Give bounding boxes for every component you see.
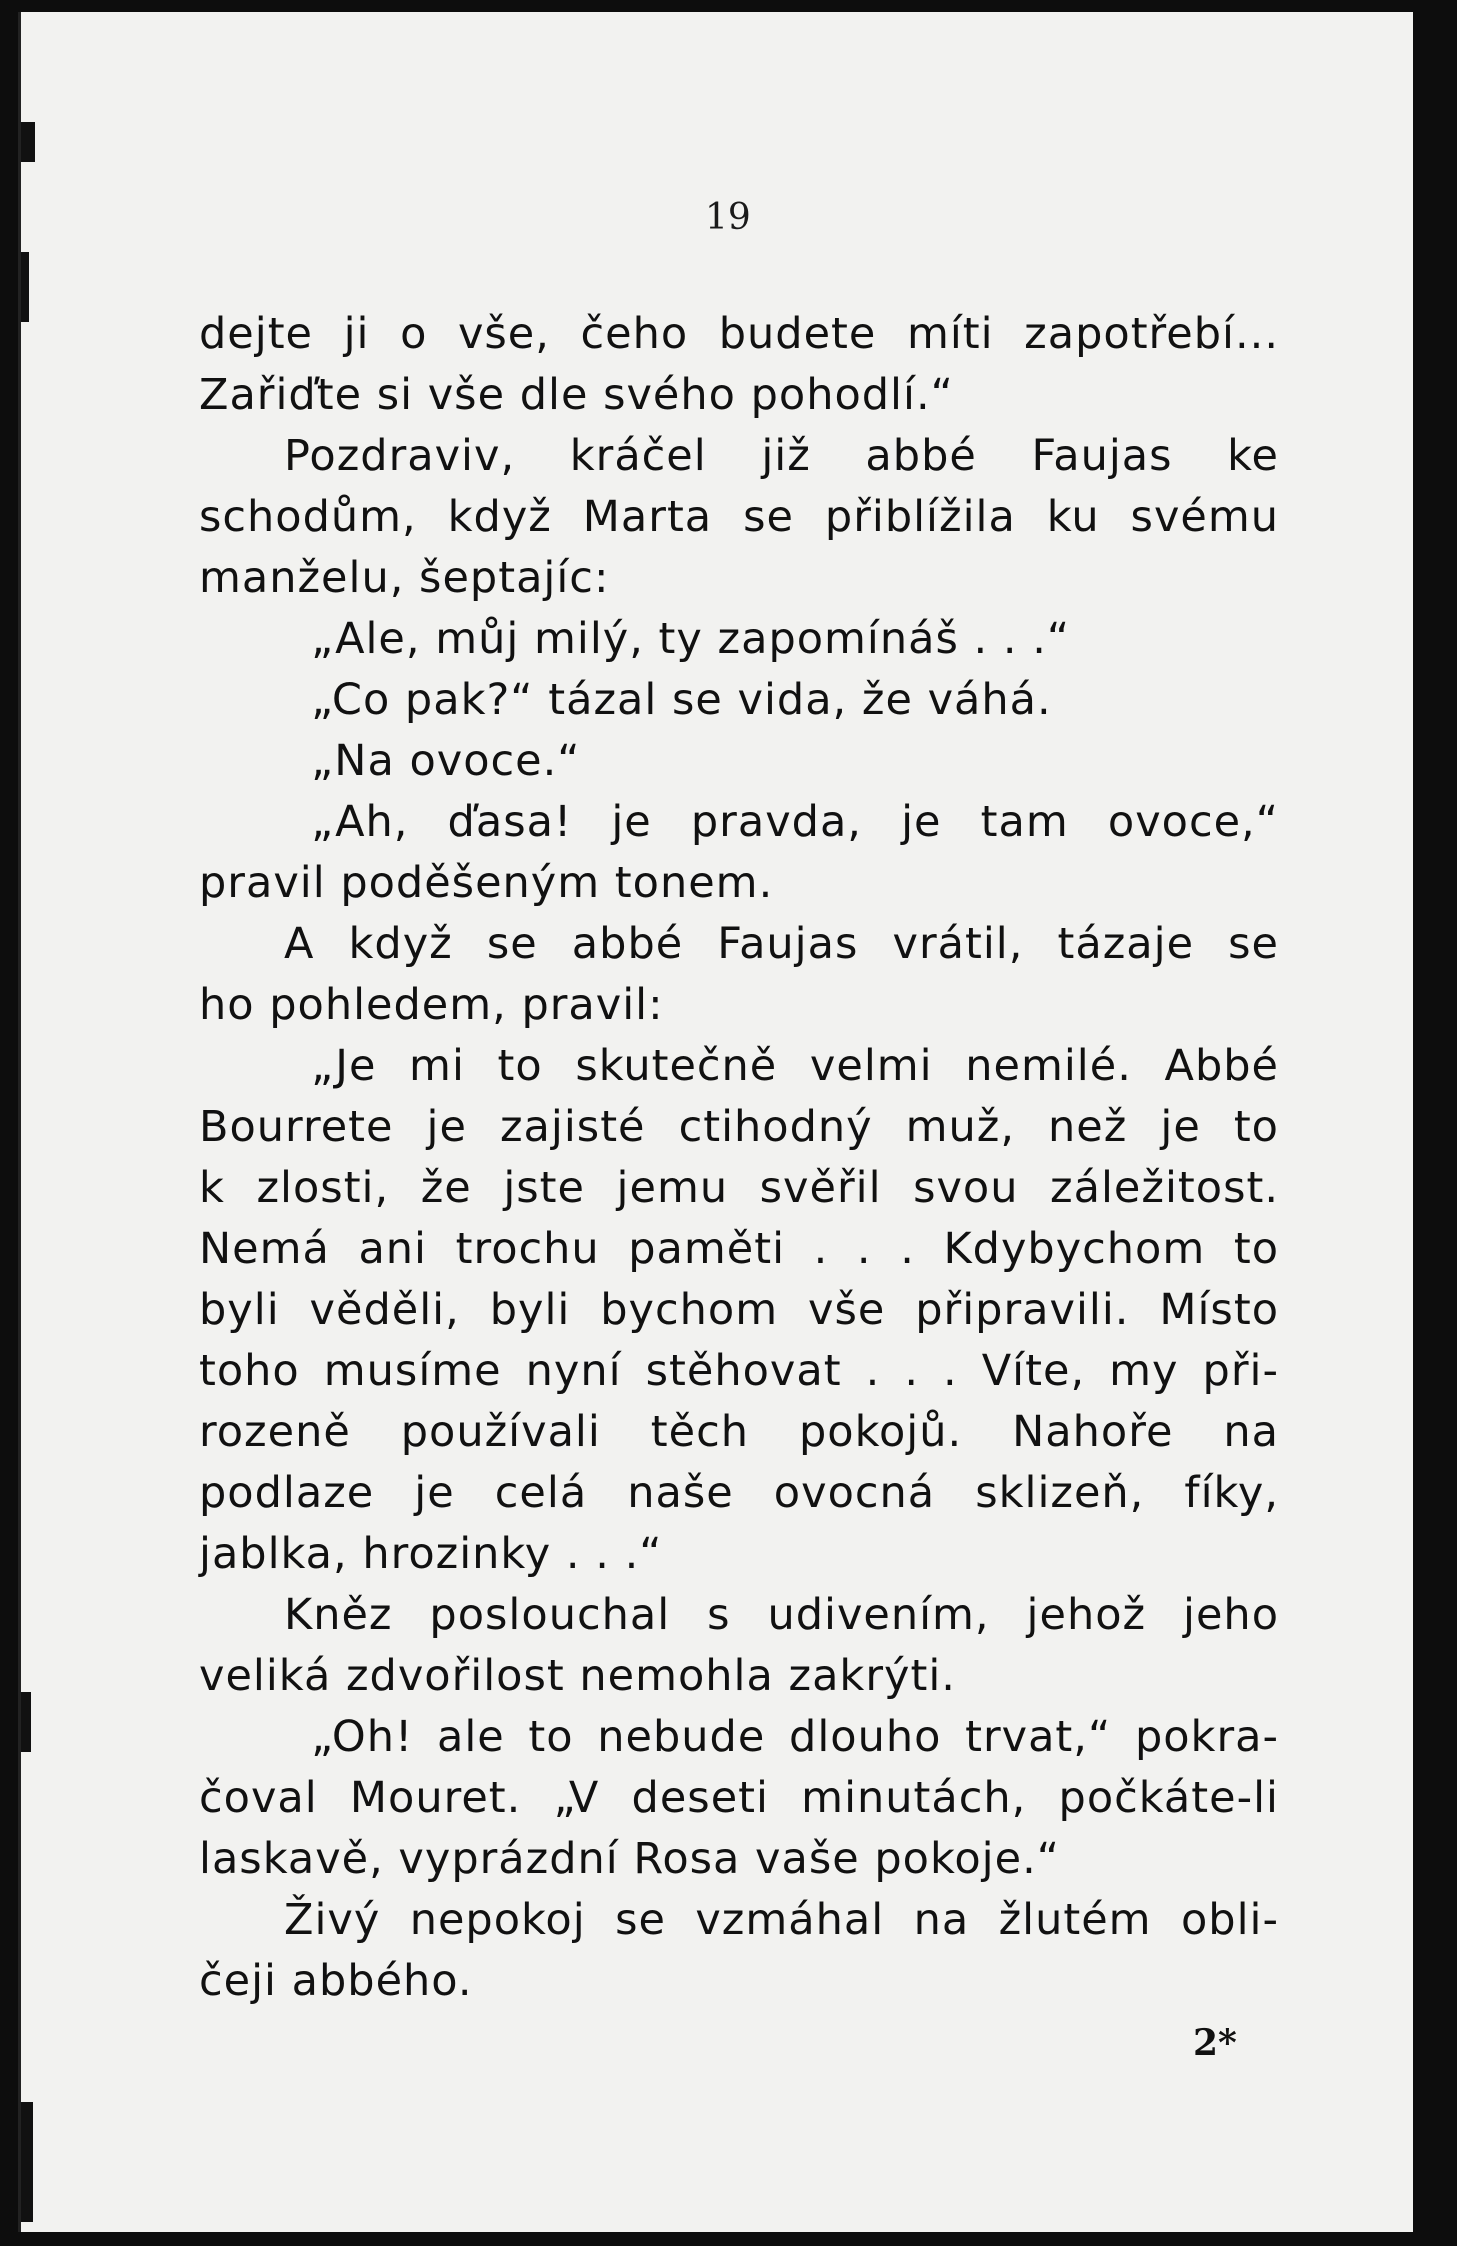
text-line: „Co pak?“ tázal se vida, že váhá.	[311, 675, 1052, 725]
text-line: „Na ovoce.“	[311, 736, 581, 786]
text-line: laskavě, vyprázdní Rosa vaše pokoje.“	[199, 1834, 1061, 1884]
spine-mark	[21, 1692, 31, 1752]
body-text	[199, 304, 1279, 2012]
text-line: manželu, šeptajíc:	[199, 553, 610, 603]
text-line: Nemá ani trochu paměti . . . Kdybychom to	[199, 1224, 1279, 1274]
text-line: Bourrete je zajisté ctihodný muž, než je to	[199, 1102, 1279, 1152]
page-number: 19	[705, 197, 751, 238]
text-line: čeji abbého.	[199, 1956, 473, 2006]
text-line: pravil poděšeným tonem.	[199, 858, 774, 908]
text-line: dejte ji o vše, čeho budete míti zapotřebí...	[199, 309, 1279, 359]
text-line: Pozdraviv, kráčel již abbé Faujas ke	[284, 431, 1279, 481]
text-line: podlaze je celá naše ovocná sklizeň, fíky,	[199, 1468, 1279, 1518]
text-line: veliká zdvořilost nemohla zakrýti.	[199, 1651, 956, 1701]
text-line: ho pohledem, pravil:	[199, 980, 664, 1030]
text-line: byli věděli, byli bychom vše připravili. Místo	[199, 1285, 1279, 1335]
text-line: k zlosti, že jste jemu svěřil svou záležitost.	[199, 1163, 1279, 1213]
book-page	[18, 12, 1413, 2232]
text-line: A když se abbé Faujas vrátil, tázaje se	[284, 919, 1279, 969]
text-line: rozeně používali těch pokojů. Nahoře na	[199, 1407, 1279, 1457]
text-line: „Ah, ďasa! je pravda, je tam ovoce,“	[311, 797, 1279, 847]
text-line: Zařiďte si vše dle svého pohodlí.“	[199, 370, 954, 420]
spine-mark	[21, 122, 35, 162]
text-line: Živý nepokoj se vzmáhal na žlutém obli-	[284, 1895, 1279, 1945]
text-line: jablka, hrozinky . . .“	[199, 1529, 663, 1579]
text-line: „Oh! ale to nebude dlouho trvat,“ pokra-	[311, 1712, 1279, 1762]
text-line: čoval Mouret. „V deseti minutách, počkáte-li	[199, 1773, 1279, 1823]
spine-mark	[21, 252, 29, 322]
signature-mark: 2*	[1193, 2022, 1237, 2064]
spine-mark	[21, 2102, 33, 2222]
text-line: „Je mi to skutečně velmi nemilé. Abbé	[311, 1041, 1279, 1091]
text-line: toho musíme nyní stěhovat . . . Víte, my při-	[199, 1346, 1279, 1396]
text-line: Kněz poslouchal s udivením, jehož jeho	[284, 1590, 1279, 1640]
text-line: schodům, když Marta se přiblížila ku svému	[199, 492, 1279, 542]
text-line: „Ale, můj milý, ty zapomínáš . . .“	[311, 614, 1071, 664]
